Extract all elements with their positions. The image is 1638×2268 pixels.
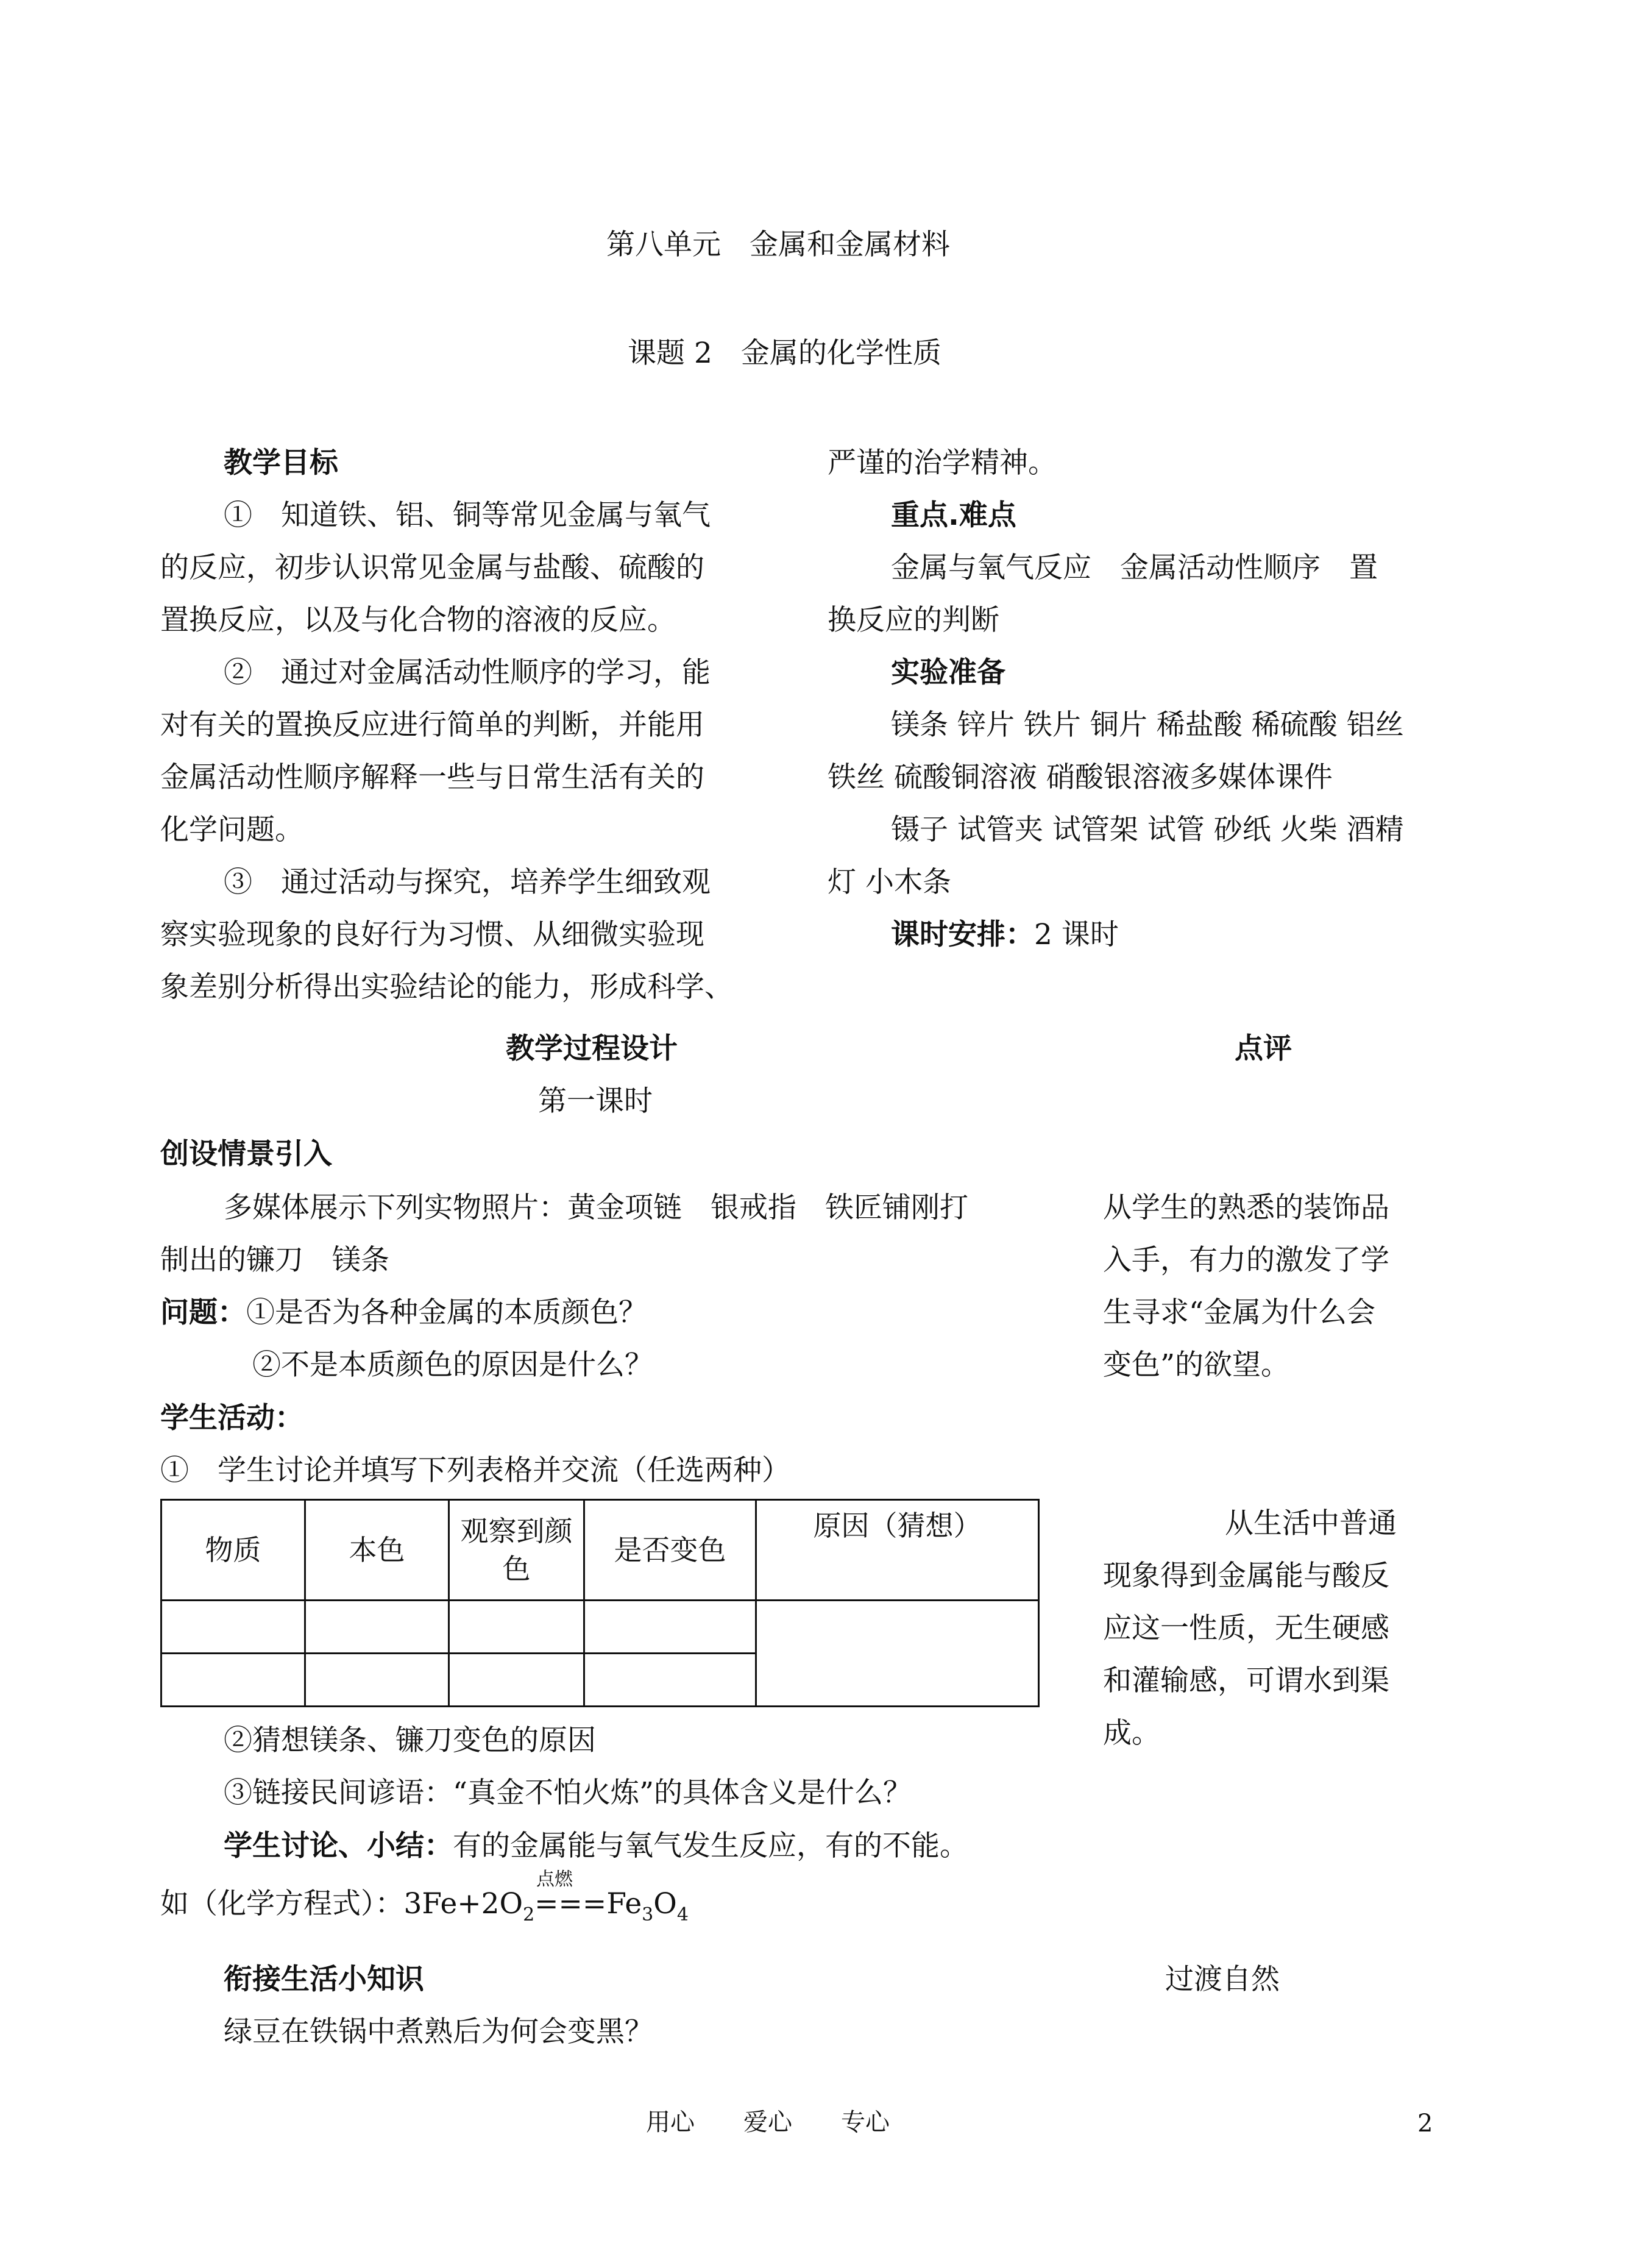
table-header-row xyxy=(161,1500,1039,1601)
table-cell xyxy=(584,1601,756,1654)
question-text: ①是否为各种金属的本质颜色？ xyxy=(246,1296,647,1329)
table-cell-reason xyxy=(756,1601,1039,1707)
question-label: 问题： xyxy=(160,1296,246,1329)
table-cell xyxy=(161,1601,305,1654)
comment-line: 和灌输感，可谓水到渠 xyxy=(1103,1664,1389,1697)
objective-line: 化学问题。 xyxy=(160,813,303,847)
question-2: ②不是本质颜色的原因是什么？ xyxy=(252,1348,653,1382)
preparation-line: 铁丝 硫酸铜溶液 硝酸银溶液多媒体课件 xyxy=(828,761,1333,794)
objective-line: ① 知道铁、铝、铜等常见金属与氧气 xyxy=(224,499,711,532)
intro-line: 多媒体展示下列实物照片：黄金项链 银戒指 铁匠铺刚打 xyxy=(224,1191,968,1225)
table-header-cell: 是否变色 xyxy=(584,1500,756,1601)
activity-1: ① 学生讨论并填写下列表格并交流（任选两种） xyxy=(160,1454,790,1487)
table-header-cell: 原因（猜想） xyxy=(756,1500,1039,1601)
objective-line: ② 通过对金属活动性顺序的学习，能 xyxy=(224,656,711,689)
preparation-heading: 实验准备 xyxy=(891,656,1005,689)
comment-line: 现象得到金属能与酸反 xyxy=(1103,1559,1389,1593)
unit-title: 第八单元 金属和金属材料 xyxy=(606,228,950,261)
comment-line: 过渡自然 xyxy=(1165,1963,1280,1996)
activity-2: ②猜想镁条、镰刀变色的原因 xyxy=(224,1724,596,1757)
preparation-line: 镊子 试管夹 试管架 试管 砂纸 火柴 酒精 xyxy=(891,813,1404,847)
objective-line: 金属活动性顺序解释一些与日常生活有关的 xyxy=(160,761,704,794)
table-row xyxy=(161,1601,1039,1654)
key-points-line: 金属与氧气反应 金属活动性顺序 置 xyxy=(891,551,1378,585)
table-cell xyxy=(584,1654,756,1707)
summary xyxy=(224,1829,968,1863)
comment-line: 从生活中普通 xyxy=(1225,1507,1397,1540)
equation-subscript: 2 xyxy=(523,1904,535,1925)
preparation-line: 镁条 锌片 铁片 铜片 稀盐酸 稀硫酸 铝丝 xyxy=(891,708,1404,742)
observation-table xyxy=(160,1499,1040,1707)
objective-line: 察实验现象的良好行为习惯、从细微实验现 xyxy=(160,918,704,951)
equation-o: O xyxy=(653,1887,677,1921)
table-cell xyxy=(305,1601,449,1654)
question-1 xyxy=(160,1298,647,1327)
table-cell xyxy=(449,1654,584,1707)
table-cell xyxy=(161,1654,305,1707)
comment-line: 生寻求“金属为什么会 xyxy=(1103,1296,1376,1329)
page-number: 2 xyxy=(1417,2110,1433,2138)
comment-line: 入手，有力的激发了学 xyxy=(1103,1243,1389,1277)
comment-line: 应这一性质，无生硬感 xyxy=(1103,1612,1389,1645)
intro-line: 制出的镰刀 镁条 xyxy=(160,1243,389,1277)
table-header-text: 观察到颜色 xyxy=(460,1514,573,1585)
objective-line: 严谨的治学精神。 xyxy=(828,446,1057,480)
table-header-cell: 物质 xyxy=(161,1500,305,1601)
comment-line: 从学生的熟悉的装饰品 xyxy=(1103,1191,1389,1225)
objective-line: 象差别分析得出实验结论的能力，形成科学、 xyxy=(160,970,733,1004)
equation-prefix: 如（化学方程式）：3Fe+2O xyxy=(160,1887,523,1921)
activity-3: ③链接民间谚语：“真金不怕火炼”的具体含义是什么？ xyxy=(224,1776,912,1810)
life-heading: 衔接生活小知识 xyxy=(224,1963,424,1996)
process-heading: 教学过程设计 xyxy=(506,1032,678,1065)
table-cell xyxy=(305,1654,449,1707)
equation-mid: ===Fe xyxy=(534,1887,642,1921)
table-header-cell xyxy=(449,1500,584,1601)
schedule-value: 2 课时 xyxy=(1034,918,1119,951)
objectives-heading: 教学目标 xyxy=(224,446,338,480)
comment-heading: 点评 xyxy=(1235,1032,1292,1065)
objective-line: ③ 通过活动与探究，培养学生细致观 xyxy=(224,866,711,899)
summary-label: 学生讨论、小结： xyxy=(224,1829,453,1863)
table-cell xyxy=(449,1601,584,1654)
equation-condition: 点燃 xyxy=(536,1869,573,1890)
key-points-heading: 重点.难点 xyxy=(891,499,1016,532)
preparation-line: 灯 小木条 xyxy=(828,866,951,899)
intro-heading: 创设情景引入 xyxy=(160,1137,332,1171)
objective-line: 置换反应，以及与化合物的溶液的反应。 xyxy=(160,603,676,637)
schedule xyxy=(891,920,1119,949)
chemical-equation xyxy=(160,1887,689,1925)
equation-subscript: 3 xyxy=(642,1904,654,1925)
equation-subscript: 4 xyxy=(676,1904,689,1925)
lesson-title: 课题 2 金属的化学性质 xyxy=(628,336,941,370)
objective-line: 对有关的置换反应进行简单的判断，并能用 xyxy=(160,708,704,742)
objective-line: 的反应，初步认识常见金属与盐酸、硫酸的 xyxy=(160,551,704,585)
schedule-label: 课时安排： xyxy=(891,918,1034,951)
summary-text: 有的金属能与氧气发生反应，有的不能。 xyxy=(453,1829,968,1863)
comment-line: 成。 xyxy=(1103,1716,1160,1750)
period-title: 第一课时 xyxy=(538,1084,653,1118)
life-question: 绿豆在铁锅中煮熟后为何会变黑？ xyxy=(224,2015,653,2049)
activity-heading: 学生活动： xyxy=(160,1401,303,1435)
comment-line: 变色”的欲望。 xyxy=(1103,1348,1290,1382)
table-header-cell: 本色 xyxy=(305,1500,449,1601)
footer-motto: 用心 爱心 专心 xyxy=(646,2108,890,2136)
key-points-line: 换反应的判断 xyxy=(828,603,999,637)
